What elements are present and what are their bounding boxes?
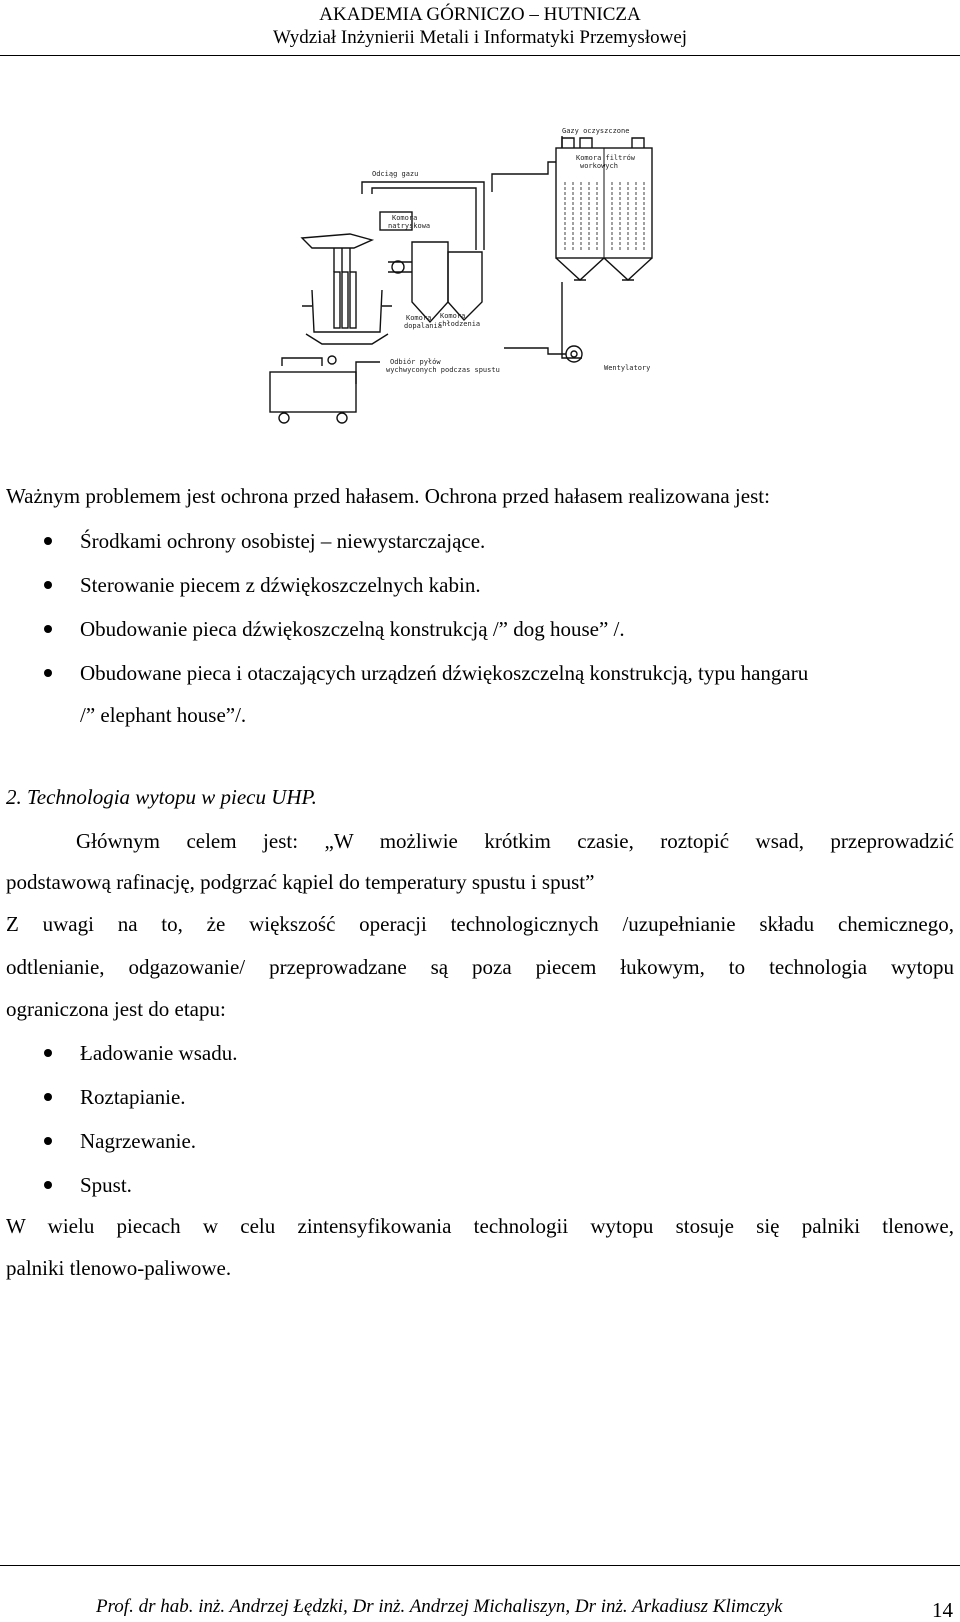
technology-paragraph-line: odtlenianie, odgazowanie/ przeprowadzane są poza piecem łukowym, to technologia wytopu — [6, 955, 954, 979]
list-item: Nagrzewanie. — [80, 1129, 197, 1153]
list-item: Ładowanie wsadu. — [80, 1041, 238, 1065]
list-item: Roztapianie. — [80, 1085, 186, 1109]
page-number: 14 — [932, 1598, 953, 1622]
filter-hoppers — [556, 258, 652, 280]
goal-paragraph-line: podstawową rafinację, podgrzać kąpiel do temperatury spustu i spust” — [6, 870, 595, 894]
bullet-dot — [44, 625, 52, 633]
list-item: Obudowanie pieca dźwiękoszczelną konstrukcją /” dog house” /. — [80, 617, 625, 641]
section-heading: 2. Technologia wytopu w piecu UHP. — [6, 785, 317, 809]
label-dust-2: wychwyconych podczas spustu — [386, 366, 500, 374]
label-cooling-2: chłodzenia — [438, 320, 481, 328]
burners-paragraph-line: palniki tlenowo-paliwowe. — [6, 1256, 232, 1280]
label-clean-gas: Gazy oczyszczone — [562, 127, 630, 135]
bullet-dot — [44, 537, 52, 545]
label-combustion-2: dopalania — [404, 322, 442, 330]
filter-stacks — [562, 138, 644, 148]
noise-intro: Ważnym problemem jest ochrona przed hałasem. Ochrona przed hałasem realizowana jest: — [6, 484, 770, 508]
burners-paragraph-line: W wielu piecach w celu zintensyfikowania technologii wytopu stosuje się palniki tlenowe, — [6, 1214, 954, 1238]
list-item: Obudowane pieca i otaczających urządzeń dźwiękoszczelną konstrukcją, typu hangaru — [80, 661, 809, 685]
label-spray-2: natryskowa — [388, 222, 431, 230]
bullet-dot — [44, 581, 52, 589]
bullet-dot — [44, 1049, 52, 1057]
list-item: Środkami ochrony osobistej – niewystarczające. — [80, 529, 486, 553]
label-filters: Komora filtrów — [576, 154, 636, 162]
label-dust: Odbiór pyłów — [390, 358, 441, 366]
university-name: AKADEMIA GÓRNICZO – HUTNICZA — [319, 4, 641, 25]
list-item: Spust. — [80, 1173, 132, 1197]
cooling-chamber — [448, 252, 482, 320]
footer-authors: Prof. dr hab. inż. Andrzej Łędzki, Dr inż. Andrzej Michaliszyn, Dr inż. Arkadiusz Klimczyk — [96, 1596, 783, 1617]
label-spray: Komora — [392, 214, 418, 222]
combustion-chamber — [412, 242, 448, 322]
furnace-shell — [312, 290, 382, 332]
goal-paragraph-line: Głównym celem jest: „W możliwie krótkim czasie, roztopić wsad, przeprowadzić — [76, 829, 954, 853]
faculty-name: Wydział Inżynierii Metali i Informatyki Przemysłowej — [272, 27, 688, 48]
header-rule — [0, 55, 960, 56]
label-combustion: Komora — [406, 314, 432, 322]
footer-rule — [0, 1565, 960, 1566]
bullet-dot — [44, 1181, 52, 1189]
label-cooling: Komora — [440, 312, 466, 320]
bullet-dot — [44, 1137, 52, 1145]
label-filters-2: workowych — [580, 162, 618, 170]
furnace-dust-extraction-diagram — [262, 122, 702, 444]
ladle-cart — [270, 372, 356, 412]
label-fans: Wentylatory — [604, 364, 651, 372]
technology-paragraph-line: ograniczona jest do etapu: — [6, 997, 226, 1021]
label-gas-outlet: Odciąg gazu — [372, 170, 419, 178]
list-item: Sterowanie piecem z dźwiękoszczelnych kabin. — [80, 573, 481, 597]
list-item-continuation: /” elephant house”/. — [80, 703, 247, 727]
furnace-roof — [302, 234, 372, 248]
fan — [566, 346, 582, 362]
technology-paragraph-line: Z uwagi na to, że większość operacji technologicznych /uzupełnianie składu chemicznego, — [6, 912, 954, 936]
bullet-dot — [44, 1093, 52, 1101]
bullet-dot — [44, 669, 52, 677]
